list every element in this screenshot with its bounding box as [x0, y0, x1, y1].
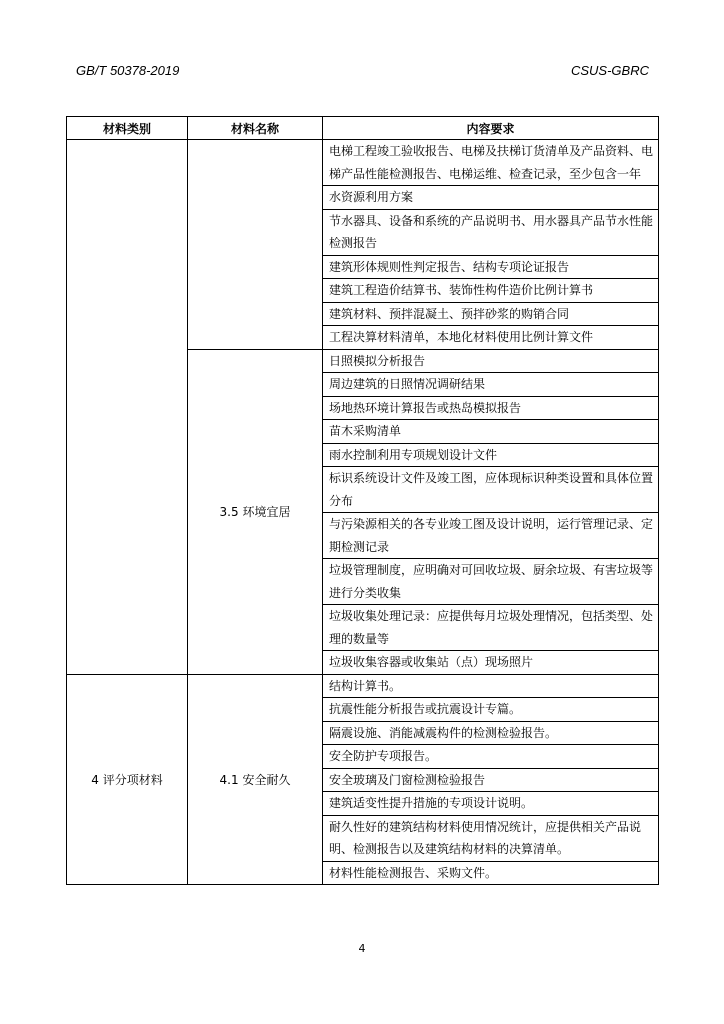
content-cell: 雨水控制利用专项规划设计文件: [323, 443, 659, 467]
content-cell: 周边建筑的日照情况调研结果: [323, 373, 659, 397]
column-header-content: 内容要求: [323, 117, 659, 140]
column-header-category: 材料类别: [67, 117, 188, 140]
content-cell: 工程决算材料清单，本地化材料使用比例计算文件: [323, 326, 659, 350]
page-number: 4: [358, 942, 366, 955]
content-cell: 安全防护专项报告。: [323, 745, 659, 769]
category-cell: [67, 140, 188, 675]
content-cell: 抗震性能分析报告或抗震设计专篇。: [323, 698, 659, 722]
content-cell: 建筑工程造价结算书、装饰性构件造价比例计算书: [323, 279, 659, 303]
content-cell: 隔震设施、消能减震构件的检测检验报告。: [323, 721, 659, 745]
content-cell: 垃圾收集处理记录：应提供每月垃圾处理情况，包括类型、处理的数量等: [323, 605, 659, 651]
content-cell: 材料性能检测报告、采购文件。: [323, 861, 659, 885]
content-cell: 节水器具、设备和系统的产品说明书、用水器具产品节水性能检测报告: [323, 209, 659, 255]
content-cell: 与污染源相关的各专业竣工图及设计说明，运行管理记录、定期检测记录: [323, 513, 659, 559]
category-cell: 4 评分项材料: [67, 674, 188, 885]
column-header-material-name: 材料名称: [188, 117, 323, 140]
header-org-code: CSUS-GBRC: [570, 63, 649, 78]
material-name-cell: 3.5 环境宜居: [188, 349, 323, 674]
content-cell: 电梯工程竣工验收报告、电梯及扶梯订货清单及产品资料、电梯产品性能检测报告、电梯运维、检查记录，至少包含一年: [323, 140, 659, 186]
table-header-row: [67, 117, 659, 140]
content-cell: 结构计算书。: [323, 674, 659, 698]
content-cell: 安全玻璃及门窗检测检验报告: [323, 768, 659, 792]
content-cell: 苗木采购清单: [323, 420, 659, 444]
content-cell: 垃圾收集容器或收集站（点）现场照片: [323, 651, 659, 675]
content-cell: 建筑形体规则性判定报告、结构专项论证报告: [323, 255, 659, 279]
requirements-table: [66, 116, 659, 885]
content-cell: 建筑材料、预拌混凝土、预拌砂浆的购销合同: [323, 302, 659, 326]
content-cell: 水资源利用方案: [323, 186, 659, 210]
content-cell: 耐久性好的建筑结构材料使用情况统计，应提供相关产品说明、检测报告以及建筑结构材料的决算清单。: [323, 815, 659, 861]
content-cell: 建筑适变性提升措施的专项设计说明。: [323, 792, 659, 816]
table-row: [67, 674, 659, 698]
header-standard-code: GB/T 50378-2019: [76, 63, 180, 78]
content-cell: 垃圾管理制度，应明确对可回收垃圾、厨余垃圾、有害垃圾等进行分类收集: [323, 559, 659, 605]
material-name-cell: 4.1 安全耐久: [188, 674, 323, 885]
content-cell: 场地热环境计算报告或热岛模拟报告: [323, 396, 659, 420]
table-row: [67, 140, 659, 186]
content-cell: 日照模拟分析报告: [323, 349, 659, 373]
content-cell: 标识系统设计文件及竣工图，应体现标识种类设置和具体位置分布: [323, 467, 659, 513]
material-name-cell: [188, 140, 323, 350]
